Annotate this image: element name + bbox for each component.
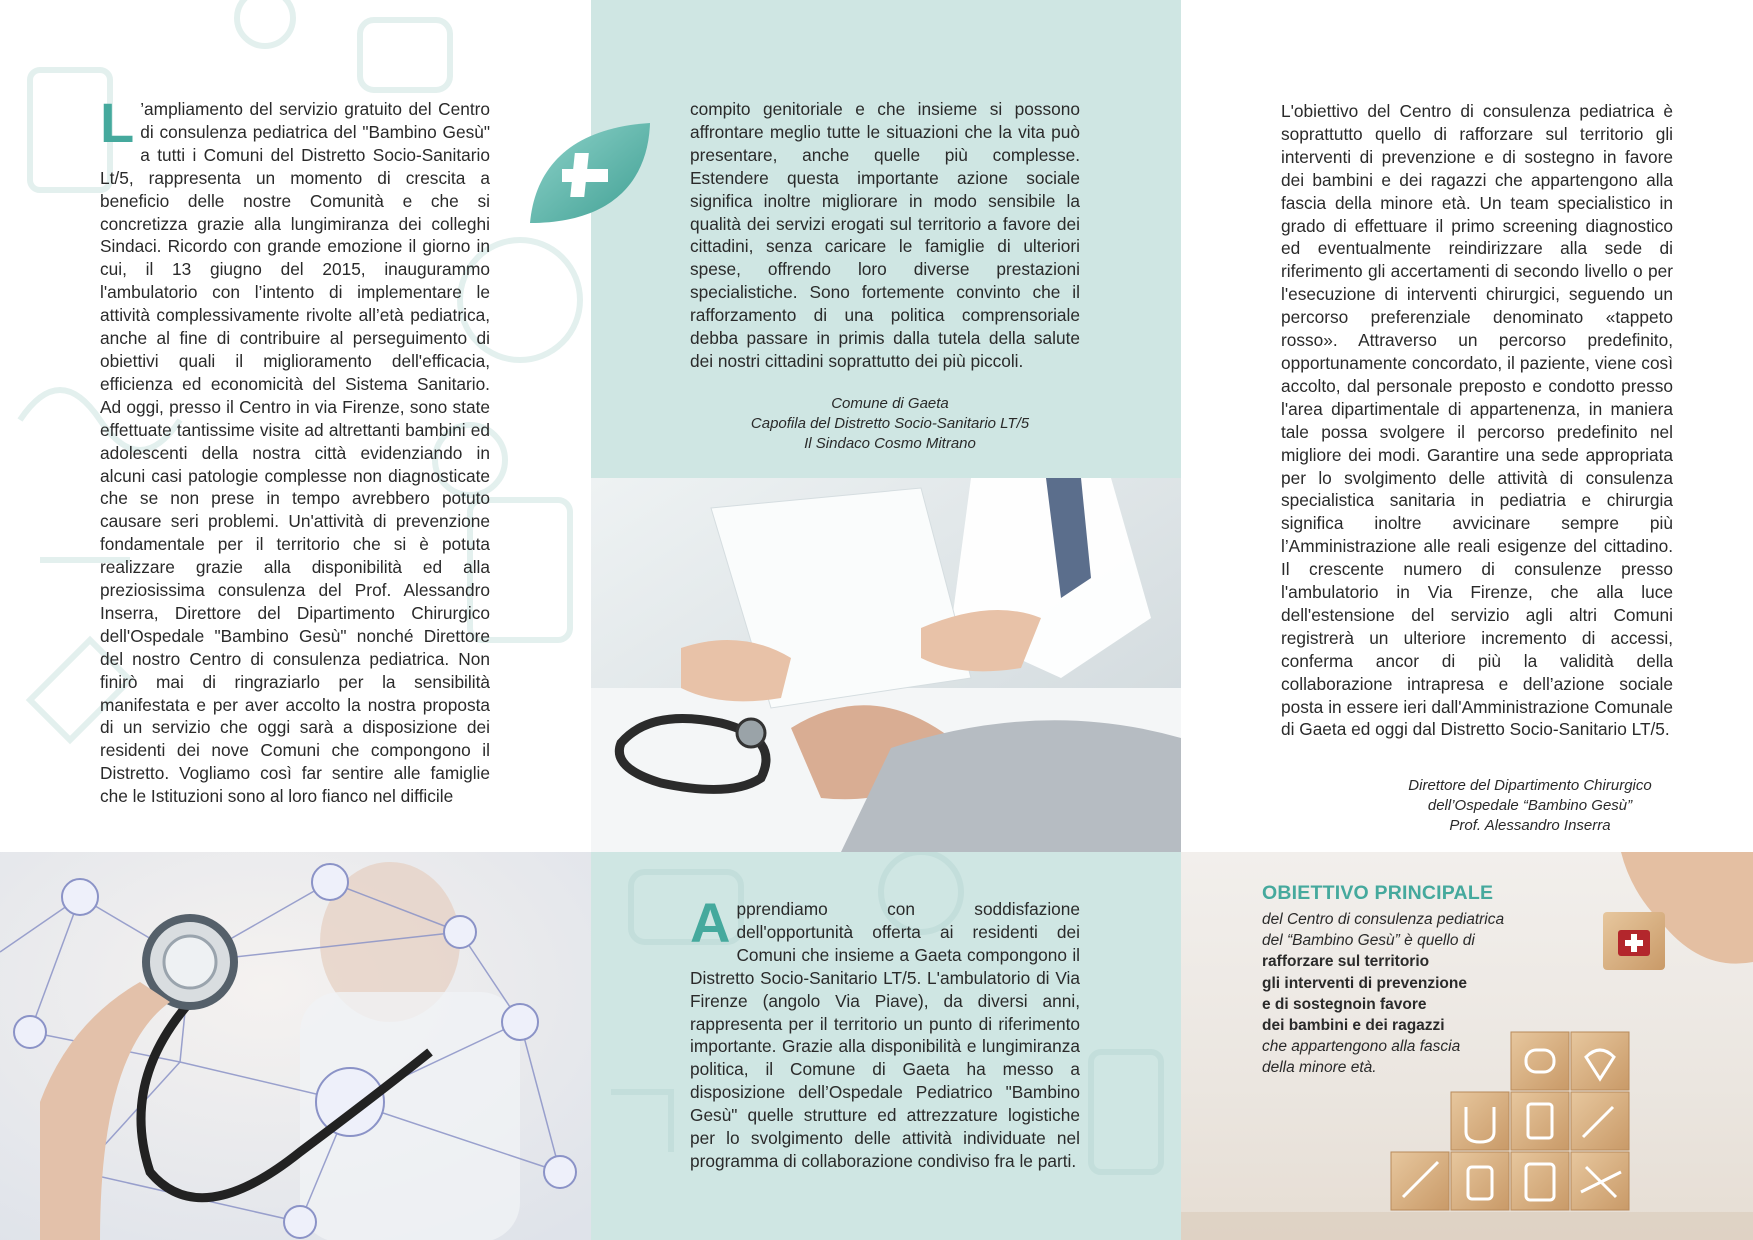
objective-line: gli interventi di prevenzione: [1262, 974, 1467, 992]
signature-line: dell’Ospedale “Bambino Gesù”: [1427, 797, 1633, 814]
left-paragraph: ’ampliamento del servizio gratuito del Centro di consulenza pediatrica del "Bambino Gesù" a tutti i Comuni del Distretto Socio-Sanitario Lt/5, rappresenta un momento di crescita a beneficio delle nostre Comunità e che si concretizza grazie alla lungimiranza dei colleghi Sindaci. Ricordo con grande emozione il giorno in cui, il 13 giugno del 2015, inaugurammo l'ambulatorio con l’intento di implementare le attività complessivamente rivolte all’età pediatrica, anche al fine di contribuire al perseguimento di obiettivi quali il miglioramento dell'efficacia, efficienza ed economicità del Sistema Sanitario. Ad oggi, presso il Centro in via Firenze, sono state effettuate tantissime visite ad altrettanti bambini ed adolescenti della nostra città evidenziando in alcuni casi patologie complesse non diagnosticate che se non prese in tempo avrebbero potuto causare seri problemi. Un'attività di prevenzione fondamentale per il territorio che si è potuta realizzare grazie alla disponibilità ed alla preziosissima consulenza del Prof. Alessandro Inserra, Direttore del Dipartimento Chirurgico dell'Ospedale "Bambino Gesù" nonché Direttore del nostro Centro di consulenza pediatrica. Non finirò mai di ringraziarlo per la sensibilità manifestata e per aver accolto la nostra proposta di un servizio che oggi sarà a disposizione dei residenti dei nove Comuni che compongono il Distretto. Vogliamo così far sentire alle famiglie che le Istituzioni sono al loro fianco nel difficile: [100, 99, 490, 807]
stethoscope-network-photo: [0, 852, 591, 1240]
objective-line: che appartengono alla fascia: [1262, 1038, 1461, 1056]
objective-title: OBIETTIVO PRINCIPALE: [1262, 882, 1494, 904]
leaf-plus-icon: [530, 123, 650, 223]
objective-line: del “Bambino Gesù” è quello di: [1262, 932, 1475, 950]
gaeta-statement-text: [690, 891, 1080, 1173]
mayor-signature: [700, 394, 1080, 454]
director-letter-text: L'obiettivo del Centro di consulenza pediatrica è soprattutto quello di rafforzare sul territorio gli interventi di prevenzione e di sostegno in favore dei bambini e dei ragazzi che appartengono alla fascia della minore età. Un team specialistico in grado di effettuare il primo screening diagnostico ed eventualmente reindirizzare alla sede di riferimento gli accertamenti di secondo livello o per l'esecuzione di interventi chirurgici, seguendo un percorso preferenziale denominato «tappeto rosso». Attraverso un percorso predefinito, opportunamente concordato, il paziente, viene così accolto, dal personale preposto e condotto presso l'area dipartimentale di appartenenza, in maniera tale possa svolgere il percorso predefinito nel migliore dei modi. Garantire una sede appropriata per lo svolgimento delle attività di consulenza specialistica sanitaria in pediatria e chirurgia significa inoltre avvicinare sempre più l’Amministrazione alle reali esigenze del cittadino. Il crescente numero di consulenze presso l'ambulatorio in Via Firenze, che alla luce dell'estensione del servizio agli altri Comuni registrerà un ulteriore incremento di accessi, conferma ancor di più la validità della collaborazione intrapresa e dell’azione sociale posta in essere ieri dall'Amministrazione Comunale di Gaeta ed oggi dal Distretto Socio-Sanitario LT/5.: [1281, 101, 1673, 740]
objective-line: e di sostegnoin favore: [1262, 995, 1427, 1013]
dropcap-a: A: [690, 891, 731, 954]
objective-line: rafforzare sul territorio: [1262, 953, 1430, 971]
objective-box: [1262, 882, 1522, 1079]
signature-line: Direttore del Dipartimento Chirurgico: [1408, 777, 1652, 794]
gaeta-paragraph: pprendiamo con soddisfazione dell'opportunità offerta ai residenti dei Comuni che insieme a Gaeta compongono il Distretto Socio-Sanitario LT/5. L'ambulatorio di Via Firenze (angolo Via Piave), da diversi anni, rappresenta per il territorio un punto di riferimento importante. Grazie alla disponibilità e lungimiranza politica, il Comune di Gaeta ha messo a disposizione dell’Ospedale Pediatrico "Bambino Gesù" quelle strutture ed attrezzature logistiche per lo svolgimento delle attività individuate nel programma di collaborazione condiviso fra le parti.: [690, 899, 1080, 1171]
objective-line: della minore età.: [1262, 1059, 1377, 1077]
hand-holding-block: [1603, 852, 1753, 970]
director-signature: [1380, 776, 1680, 836]
doctor-consultation-photo: [591, 478, 1181, 852]
objective-line: dei bambini e dei ragazzi: [1262, 1017, 1445, 1035]
dropcap-l: L: [100, 91, 135, 154]
signature-line: Comune di Gaeta: [831, 395, 949, 412]
objective-line: del Centro di consulenza pediatrica: [1262, 911, 1505, 928]
signature-line: Prof. Alessandro Inserra: [1449, 817, 1611, 834]
signature-line: Capofila del Distretto Socio-Sanitario LT/5: [750, 415, 1030, 432]
mayor-letter-text: [100, 91, 490, 808]
mayor-letter-continued: compito genitoriale e che insieme si possono affrontare meglio tutte le situazioni che la vita può presentare, anche quelle più complesse. Estendere questa importante azione sociale significa inoltre migliorare in modo sensibile la qualità dei servizi erogati sul territorio a favore dei cittadini, senza caricare le famiglie di ulteriori spese, offrendo loro diverse prestazioni specialistiche. Sono fortemente convinto che il rafforzamento di una politica comprensoriale debba passare in primis dalla tutela della salute dei nostri cittadini soprattutto dei più piccoli.: [690, 99, 1080, 371]
signature-line: Il Sindaco Cosmo Mitrano: [804, 435, 976, 452]
